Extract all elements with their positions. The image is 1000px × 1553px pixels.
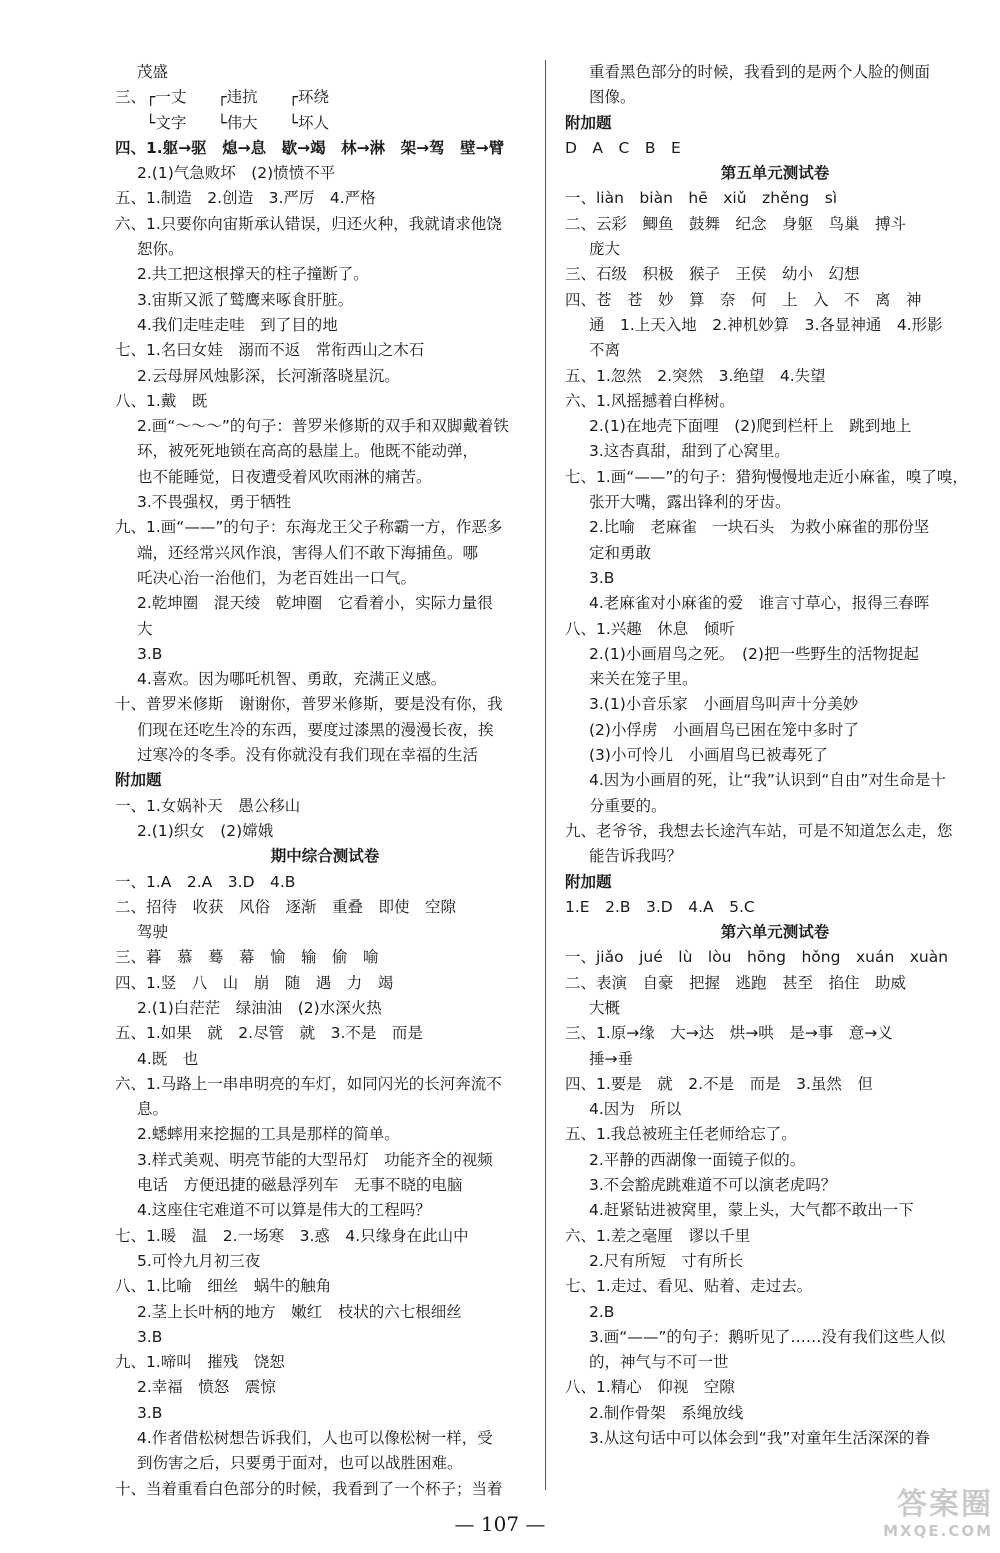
column-divider xyxy=(545,60,546,1490)
page-number: — 107 — xyxy=(454,1512,546,1536)
answer-line: 吒决心治一治他们，为老百姓出一口气。 xyxy=(137,568,417,587)
answer-line: 端，还经常兴风作浪，害得人们不敢下海捕鱼。哪 xyxy=(137,543,479,562)
watermark-domain: MXQE.COM xyxy=(883,1522,993,1540)
answer-line: 3.B xyxy=(589,568,615,587)
answer-line: 3.B xyxy=(137,1403,163,1422)
answer-line: 一、jiǎo jué lù lòu hōng hǒng xuán xuàn xyxy=(565,948,949,967)
answer-line: (2)小俘虏 小画眉鸟已困在笼中多时了 xyxy=(589,720,859,739)
answer-line: 附加题 xyxy=(565,113,612,132)
answer-line: 八、1.比喻 细丝 蜗牛的触角 xyxy=(115,1277,332,1296)
answer-line: 2.画“～～～”的句子：普罗米修斯的双手和双脚戴着铁 xyxy=(137,417,509,436)
answer-line: 九、1.啼叫 摧残 饶恕 xyxy=(115,1353,285,1372)
answer-line: 2.(1)气急败坏 (2)愤愤不平 xyxy=(137,164,336,183)
answer-line: 3.样式美观、明亮节能的大型吊灯 功能齐全的视频 xyxy=(137,1150,493,1169)
answer-line: 三、┌一丈 ┌违抗 ┌环绕 xyxy=(115,88,329,107)
answer-line: 通 1.上天入地 2.神机妙算 3.各显神通 4.形影 xyxy=(589,315,943,334)
answer-line: 庞大 xyxy=(589,240,621,259)
watermark-logo xyxy=(808,1488,993,1548)
answer-line: 4.因为小画眉的死，让“我”认识到“自由”对生命是十 xyxy=(589,771,946,790)
answer-line: 能告诉我吗？ xyxy=(589,847,683,866)
answer-line: 五、1.忽然 2.突然 3.绝望 4.失望 xyxy=(565,366,826,385)
answer-line: 图像。 xyxy=(589,88,636,107)
answer-line: 环，被死死地锁在高高的悬崖上。他既不能动弹， xyxy=(137,442,479,461)
answer-line: 四、1.躯→驱 熄→息 歇→竭 林→淋 架→驾 壁→臂 xyxy=(115,138,505,157)
answer-line: 十、普罗米修斯 谢谢你，普罗米修斯，要是没有你，我 xyxy=(115,695,503,714)
answer-line: 4.既 也 xyxy=(137,1049,199,1068)
answer-line: D A C B E xyxy=(565,138,681,157)
answer-line: 也不能睡觉，日夜遭受着风吹雨淋的痛苦。 xyxy=(137,467,432,486)
answer-line: 三、暮 慕 蓦 幕 愉 输 偷 喻 xyxy=(115,948,379,967)
answer-line: 4.因为 所以 xyxy=(589,1100,682,1119)
answer-line: 附加题 xyxy=(115,771,162,790)
answer-line: 张开大嘴，露出锋利的牙齿。 xyxy=(589,493,791,512)
answer-line: 4.我们走哇走哇 到了目的地 xyxy=(137,315,338,334)
answer-line: 四、苍 苍 妙 算 奈 何 上 入 不 离 神 xyxy=(565,290,922,309)
answer-line: 大概 xyxy=(589,998,621,1017)
answer-line: 大 xyxy=(137,619,153,638)
answer-line: 2.尺有所短 寸有所长 xyxy=(589,1251,744,1270)
answer-line: 二、招待 收获 风俗 逐渐 重叠 即使 空隙 xyxy=(115,897,457,916)
answer-line: 六、1.只要你向宙斯承认错误，归还火种，我就请求他饶 xyxy=(115,214,502,233)
answer-line: 五、1.我总被班主任老师给忘了。 xyxy=(565,1125,797,1144)
answer-line: 期中综合测试卷 xyxy=(270,847,380,866)
answer-line: 七、1.暖 温 2.一场寒 3.惑 4.只缘身在此山中 xyxy=(115,1226,469,1245)
answer-line: 4.这座住宅难道不可以算是伟大的工程吗？ xyxy=(137,1201,431,1220)
answer-line: └文字 └伟大 └坏人 xyxy=(115,113,329,132)
answer-line: 八、1.精心 仰视 空隙 xyxy=(565,1378,735,1397)
answer-line: 二、云彩 鲫鱼 鼓舞 纪念 身躯 鸟巢 搏斗 xyxy=(565,214,907,233)
answer-line: 不离 xyxy=(589,341,621,360)
answer-line: 一、1.A 2.A 3.D 4.B xyxy=(115,872,296,891)
answer-line: 4.喜欢。因为哪吒机智、勇敢，充满正义感。 xyxy=(137,670,447,689)
answer-line: 2.(1)白茫茫 绿油油 (2)水深火热 xyxy=(137,998,382,1017)
answer-line: 茂盛 xyxy=(137,63,169,81)
answer-line: 三、1.原→缘 大→达 烘→哄 是→事 意→义 xyxy=(565,1024,893,1043)
answer-line: 十、当着重看白色部分的时候，我看到了一个杯子；当着 xyxy=(115,1479,503,1498)
right-column xyxy=(565,60,985,1451)
answer-line: 二、表演 自豪 把握 逃跑 甚至 掐住 助威 xyxy=(565,973,907,992)
watermark-text: 答案圈 xyxy=(897,1487,993,1522)
answer-line: 四、1.竖 八 山 崩 随 遇 力 竭 xyxy=(115,973,394,992)
answer-line: 重看黑色部分的时候，我看到的是两个人脸的侧面 xyxy=(589,63,931,81)
answer-line: 驾驶 xyxy=(137,923,169,942)
answer-line: 六、1.风摇撼着白桦树。 xyxy=(565,391,735,410)
answer-line: 附加题 xyxy=(565,872,612,891)
answer-line: 3.画“——”的句子：鹅听见了……没有我们这些人似 xyxy=(589,1327,946,1346)
answer-line: 一、liàn biàn hē xiǔ zhěng sì xyxy=(565,189,838,208)
answer-line: 3.B xyxy=(137,1327,163,1346)
answer-line: 2.云母屏风烛影深，长河渐落晓星沉。 xyxy=(137,366,400,385)
answer-line: 2.(1)织女 (2)嫦娥 xyxy=(137,821,274,840)
answer-line: 第六单元测试卷 xyxy=(720,923,830,942)
answer-line: 2.制作骨架 系绳放线 xyxy=(589,1403,744,1422)
answer-line: 一、1.女娲补天 愚公移山 xyxy=(115,796,301,815)
answer-line: 2.比喻 老麻雀 一块石头 为救小麻雀的那份坚 xyxy=(589,518,930,537)
answer-line: 4.作者借松树想告诉我们，人也可以像松树一样，受 xyxy=(137,1429,493,1448)
answer-line: 5.可怜九月初三夜 xyxy=(137,1251,261,1270)
answer-line: 分重要的。 xyxy=(589,796,667,815)
answer-line: 六、1.马路上一串串明亮的车灯，如同闪光的长河奔流不 xyxy=(115,1074,502,1093)
answer-line: 2.(1)小画眉鸟之死。 (2)把一些野生的活物捉起 xyxy=(589,644,919,663)
answer-line: 2.乾坤圈 混天绫 乾坤圈 它看着小，实际力量很 xyxy=(137,594,493,613)
answer-line: 2.蟋蟀用来挖掘的工具是那样的简单。 xyxy=(137,1125,400,1144)
answer-line: 2.共工把这根撑天的柱子撞断了。 xyxy=(137,265,369,284)
answer-line: 电话 方便迅捷的磁悬浮列车 无事不晓的电脑 xyxy=(137,1176,463,1195)
answer-line: 来关在笼子里。 xyxy=(589,670,698,689)
answer-line: 1.E 2.B 3.D 4.A 5.C xyxy=(565,897,755,916)
answer-line: 的，神气与不可一世 xyxy=(589,1353,729,1372)
answer-line: 2.平静的西湖像一面镜子似的。 xyxy=(589,1150,806,1169)
answer-line: 七、1.名曰女娃 溺而不返 常衔西山之木石 xyxy=(115,341,425,360)
answer-line: (3)小可怜儿 小画眉鸟已被毒死了 xyxy=(589,746,828,765)
answer-line: 3.从这句话中可以体会到“我”对童年生活深深的眷 xyxy=(589,1429,930,1448)
answer-line: 第五单元测试卷 xyxy=(720,164,830,183)
answer-line: 3.宙斯又派了鹫鹰来啄食肝脏。 xyxy=(137,290,354,309)
answer-line: 3.不会豁虎跳难道不可以演老虎吗？ xyxy=(589,1176,837,1195)
answer-line: 九、老爷爷，我想去长途汽车站，可是不知道怎么走，您 xyxy=(565,821,953,840)
answer-line: 七、1.画“——”的句子：猎狗慢慢地走近小麻雀，嗅了嗅， xyxy=(565,467,968,486)
answer-line: 九、1.画“——”的句子：东海龙王父子称霸一方，作恶多 xyxy=(115,518,503,537)
answer-line: 八、1.戴 既 xyxy=(115,391,208,410)
answer-line: 六、1.差之毫厘 谬以千里 xyxy=(565,1226,751,1245)
answer-line: 3.(1)小音乐家 小画眉鸟叫声十分美妙 xyxy=(589,695,859,714)
answer-line: 4.赶紧钻进被窝里，蒙上头，大气都不敢出一下 xyxy=(589,1201,914,1220)
answer-line: 定和勇敢 xyxy=(589,543,652,562)
answer-line: 到伤害之后，只要勇于面对，也可以战胜困难。 xyxy=(137,1454,463,1473)
answer-line: 八、1.兴趣 休息 倾听 xyxy=(565,619,735,638)
answer-line: 五、1.如果 就 2.尽管 就 3.不是 而是 xyxy=(115,1024,423,1043)
answer-line: 2.B xyxy=(589,1302,615,1321)
answer-line: 4.老麻雀对小麻雀的爱 谁言寸草心，报得三春晖 xyxy=(589,594,930,613)
left-column xyxy=(115,60,535,1502)
answer-line: 七、1.走过、看见、贴着、走过去。 xyxy=(565,1277,813,1296)
answer-line: 三、石级 积极 猴子 王侯 幼小 幻想 xyxy=(565,265,860,284)
answer-line: 2.(1)在地壳下面哩 (2)爬到栏杆上 跳到地上 xyxy=(589,417,912,436)
answer-line: 3.不畏强权，勇于牺牲 xyxy=(137,493,292,512)
answer-line: 3.这杏真甜，甜到了心窝里。 xyxy=(589,442,790,461)
answer-line: 五、1.制造 2.创造 3.严厉 4.严格 xyxy=(115,189,376,208)
answer-line: 们现在还吃生冷的东西，要度过漆黑的漫漫长夜，挨 xyxy=(137,720,494,739)
answer-line: 过寒冷的冬季。没有你就没有我们现在幸福的生活 xyxy=(137,746,479,765)
answer-line: 恕你。 xyxy=(137,240,184,259)
answer-line: 2.幸福 愤怒 震惊 xyxy=(137,1378,276,1397)
answer-line: 捶→垂 xyxy=(589,1049,633,1068)
answer-line: 息。 xyxy=(137,1100,169,1119)
answer-line: 四、1.要是 就 2.不是 而是 3.虽然 但 xyxy=(565,1074,873,1093)
answer-line: 3.B xyxy=(137,644,163,663)
answer-line: 2.茎上长叶柄的地方 嫩红 枝状的六七根细丝 xyxy=(137,1302,462,1321)
